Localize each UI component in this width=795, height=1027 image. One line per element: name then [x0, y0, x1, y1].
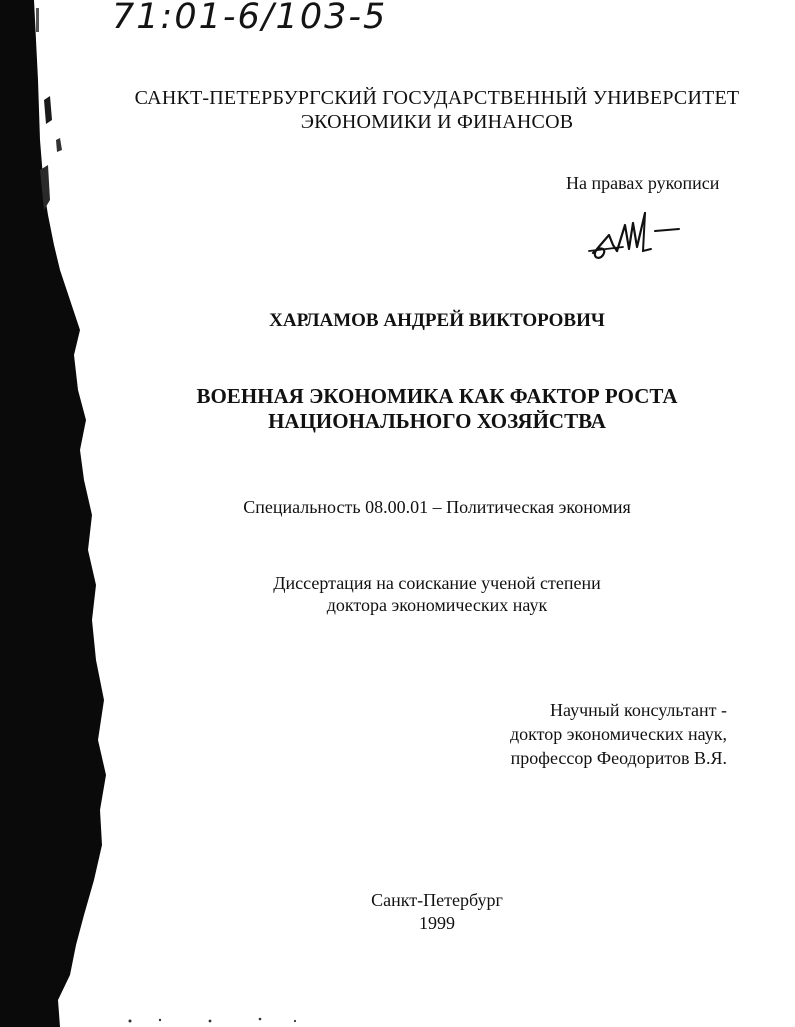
- scan-mark: [36, 8, 39, 32]
- university-line-2: ЭКОНОМИКИ И ФИНАНСОВ: [300, 111, 574, 133]
- consultant-line-1: Научный консультант -: [550, 700, 727, 720]
- author-name: ХАРЛАМОВ АНДРЕЙ ВИКТОРОВИЧ: [269, 310, 605, 331]
- degree-statement: [110, 572, 764, 616]
- year: 1999: [419, 913, 455, 933]
- university-name: [110, 86, 764, 134]
- scientific-consultant: [510, 698, 727, 770]
- manuscript-rights: На правах рукописи: [566, 173, 720, 193]
- consultant-line-2: доктор экономических наук,: [510, 724, 727, 744]
- specialty: Специальность 08.00.01 – Политическая экономия: [243, 497, 631, 517]
- city: Санкт-Петербург: [371, 890, 503, 910]
- signature: [587, 205, 687, 265]
- degree-line-1: Диссертация на соискание ученой степени: [273, 573, 601, 593]
- consultant-line-3: профессор Феодоритов В.Я.: [510, 748, 727, 768]
- degree-line-2: доктора экономических наук: [326, 595, 548, 615]
- scan-noise: [120, 1016, 320, 1024]
- title-line-1: ВОЕННАЯ ЭКОНОМИКА КАК ФАКТОР РОСТА: [196, 384, 678, 408]
- title-line-2: НАЦИОНАЛЬНОГО ХОЗЯЙСТВА: [268, 409, 606, 433]
- archive-number: 71:01-6/103-5: [112, 0, 388, 37]
- dissertation-title: [110, 384, 764, 434]
- university-line-1: САНКТ-ПЕТЕРБУРГСКИЙ ГОСУДАРСТВЕННЫЙ УНИВЕРСИТЕТ: [134, 87, 740, 109]
